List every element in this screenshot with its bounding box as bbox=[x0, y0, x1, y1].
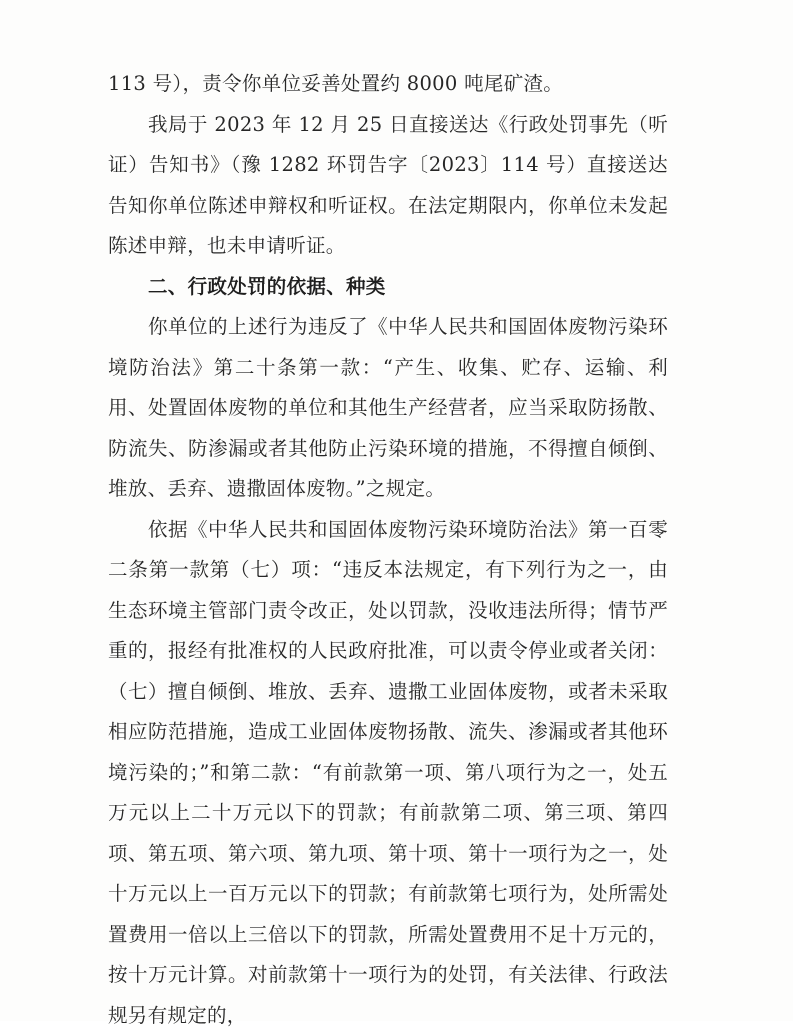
para-order-dispose: 113 号），责令你单位妥善处置约 8000 吨尾矿渣。 bbox=[108, 64, 668, 105]
section-heading: 二、行政处罚的依据、种类 bbox=[108, 267, 668, 308]
para-legal-basis: 依据《中华人民共和国固体废物污染环境防治法》第一百零二条第一款第（七）项：“违反本法规定，有下列行为之一，由生态环境主管部门责令改正，处以罚款，没收违法所得；情节严重的，报经有批准权的人民政府批准，可以责令停业或者关闭：（七）擅自倾倒、堆放、丢弃、遗撒工业固体废物，或者未采取相应防范措施，造成工业固体废物扬散、流失、渗漏或者其他环境污染的；”和第二款：“有前款第一项、第八项行为之一，处五万元以上二十万元以下的罚款；有前款第二项、第三项、第四项、第五项、第六项、第九项、第十项、第十一项行为之一，处十万元以上一百万元以下的罚款；有前款第七项行为，处所需处置费用一倍以上三倍以下的罚款，所需处置费用不足十万元的，按十万元计算。对前款第十一项行为的处罚，有关法律、行政法规另有规定的， bbox=[108, 510, 668, 1036]
para-notice-served: 我局于 2023 年 12 月 25 日直接送达《行政处罚事先（听证）告知书》（豫 1282 环罚告字〔2023〕114 号）直接送达告知你单位陈述申辩权和听证权。在法定期限内，你单位未发起陈述申辩，也未申请听证。 bbox=[108, 105, 668, 267]
para-violation: 你单位的上述行为违反了《中华人民共和国固体废物污染环境防治法》第二十条第一款：“产生、收集、贮存、运输、利用、处置固体废物的单位和其他生产经营者，应当采取防扬散、防流失、防渗漏或者其他防止污染环境的措施，不得擅自倾倒、堆放、丢弃、遗撒固体废物。”之规定。 bbox=[108, 307, 668, 510]
document-body bbox=[108, 64, 668, 1036]
